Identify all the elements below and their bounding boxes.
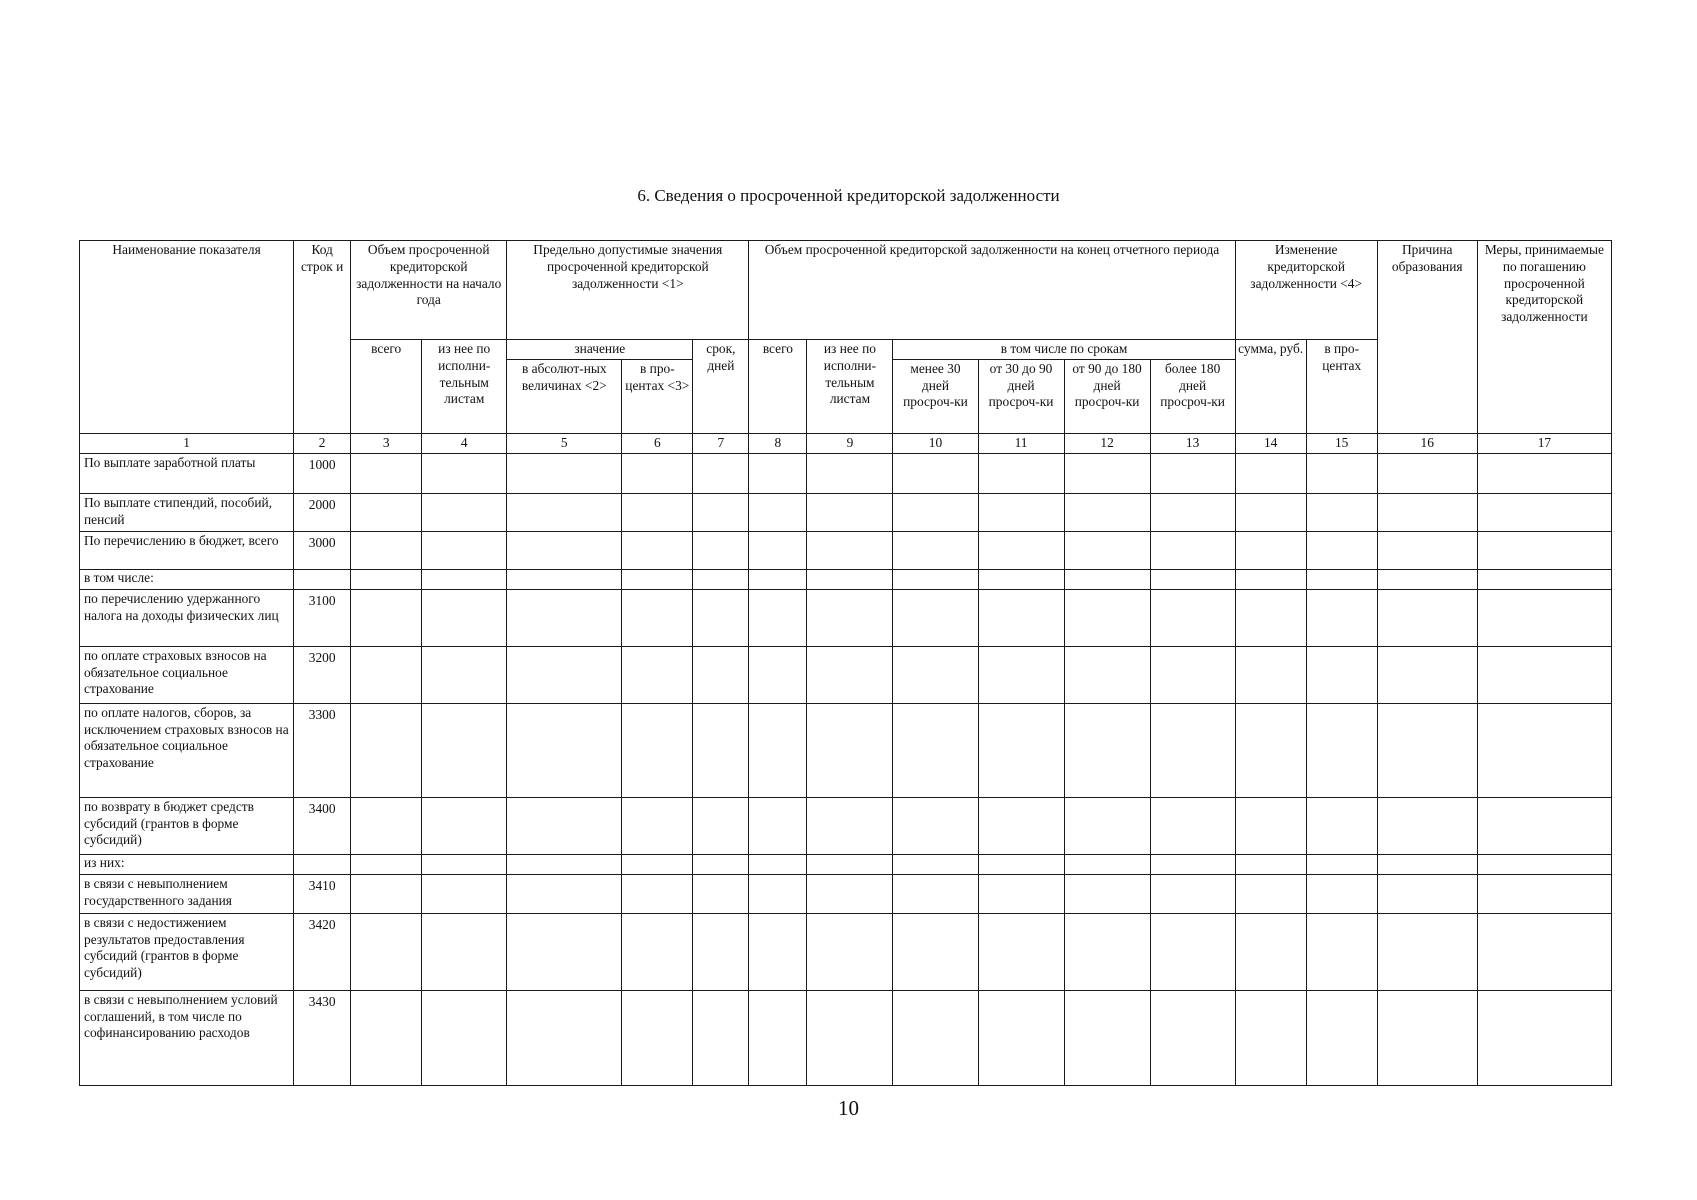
row-code: [294, 569, 351, 589]
row-code: 1000: [294, 453, 351, 493]
row-name: по перечислению удержанного налога на доходы физических лиц: [80, 589, 294, 646]
empty-cell: [422, 453, 507, 493]
empty-cell: [893, 854, 978, 874]
empty-cell: [1064, 646, 1150, 703]
empty-cell: [507, 646, 622, 703]
empty-cell: [807, 493, 893, 531]
column-number: 7: [693, 433, 749, 453]
empty-cell: [1064, 854, 1150, 874]
header-limits-pct: в про-центах <3>: [622, 359, 693, 433]
empty-cell: [1377, 703, 1477, 797]
empty-cell: [622, 569, 693, 589]
empty-cell: [507, 453, 622, 493]
empty-cell: [749, 453, 807, 493]
table-row: [80, 589, 1612, 646]
empty-cell: [507, 874, 622, 913]
empty-cell: [1477, 531, 1611, 569]
row-name: в связи с недостижением результатов предоставления субсидий (грантов в форме субсидий): [80, 913, 294, 990]
empty-cell: [807, 646, 893, 703]
empty-cell: [1306, 569, 1377, 589]
empty-cell: [1477, 589, 1611, 646]
column-number: 14: [1235, 433, 1306, 453]
row-name: По выплате стипендий, пособий, пенсий: [80, 493, 294, 531]
empty-cell: [1150, 646, 1235, 703]
empty-cell: [1150, 874, 1235, 913]
empty-cell: [693, 703, 749, 797]
empty-cell: [893, 589, 978, 646]
overdue-payables-table: [79, 240, 1612, 1086]
header-end-terms: в том числе по срокам: [893, 340, 1235, 360]
empty-cell: [1235, 531, 1306, 569]
empty-cell: [622, 797, 693, 854]
page-number: 10: [838, 1096, 859, 1120]
empty-cell: [1306, 854, 1377, 874]
empty-cell: [749, 797, 807, 854]
table-row: [80, 854, 1612, 874]
empty-cell: [1235, 589, 1306, 646]
column-number: 8: [749, 433, 807, 453]
column-number: 4: [422, 433, 507, 453]
header-term-30-90: от 30 до 90 дней просроч-ки: [978, 359, 1064, 433]
empty-cell: [622, 854, 693, 874]
empty-cell: [1150, 531, 1235, 569]
table-row: [80, 874, 1612, 913]
empty-cell: [351, 874, 422, 913]
empty-cell: [1064, 913, 1150, 990]
empty-cell: [622, 531, 693, 569]
empty-cell: [1150, 854, 1235, 874]
empty-cell: [1377, 990, 1477, 1085]
empty-cell: [807, 589, 893, 646]
column-number: 10: [893, 433, 978, 453]
empty-cell: [893, 703, 978, 797]
column-number: 11: [978, 433, 1064, 453]
empty-cell: [978, 913, 1064, 990]
row-code: 3400: [294, 797, 351, 854]
empty-cell: [1235, 703, 1306, 797]
empty-cell: [1235, 913, 1306, 990]
empty-cell: [1235, 854, 1306, 874]
empty-cell: [1150, 453, 1235, 493]
column-number: 12: [1064, 433, 1150, 453]
empty-cell: [351, 990, 422, 1085]
empty-cell: [1150, 703, 1235, 797]
column-number: 3: [351, 433, 422, 453]
empty-cell: [351, 913, 422, 990]
empty-cell: [422, 493, 507, 531]
table-row: [80, 913, 1612, 990]
empty-cell: [893, 646, 978, 703]
empty-cell: [1150, 493, 1235, 531]
empty-cell: [622, 990, 693, 1085]
column-number: 5: [507, 433, 622, 453]
row-name: в связи с невыполнением условий соглашений, в том числе по софинансированию расходов: [80, 990, 294, 1085]
empty-cell: [622, 646, 693, 703]
empty-cell: [351, 797, 422, 854]
table-row: [80, 569, 1612, 589]
empty-cell: [749, 569, 807, 589]
empty-cell: [351, 493, 422, 531]
empty-cell: [422, 569, 507, 589]
row-name: По выплате заработной платы: [80, 453, 294, 493]
table-row: [80, 646, 1612, 703]
header-end-writs: из нее по исполни-тельным листам: [807, 340, 893, 434]
header-term-gt180: более 180 дней просроч-ки: [1150, 359, 1235, 433]
empty-cell: [351, 453, 422, 493]
empty-cell: [507, 589, 622, 646]
row-name: из них:: [80, 854, 294, 874]
header-measures: Меры, принимаемые по погашению просроченной кредиторской задолженности: [1477, 241, 1611, 434]
empty-cell: [978, 531, 1064, 569]
empty-cell: [622, 913, 693, 990]
empty-cell: [1477, 646, 1611, 703]
empty-cell: [1477, 493, 1611, 531]
row-code: [294, 854, 351, 874]
empty-cell: [1306, 646, 1377, 703]
empty-cell: [1377, 589, 1477, 646]
empty-cell: [1377, 531, 1477, 569]
empty-cell: [1477, 703, 1611, 797]
empty-cell: [1377, 453, 1477, 493]
empty-cell: [1477, 913, 1611, 990]
empty-cell: [1064, 874, 1150, 913]
empty-cell: [978, 589, 1064, 646]
empty-cell: [893, 531, 978, 569]
header-change-pct: в про-центах: [1306, 340, 1377, 434]
empty-cell: [351, 646, 422, 703]
empty-cell: [1306, 874, 1377, 913]
row-code: 3420: [294, 913, 351, 990]
empty-cell: [693, 493, 749, 531]
empty-cell: [1306, 703, 1377, 797]
empty-cell: [978, 493, 1064, 531]
empty-cell: [893, 913, 978, 990]
empty-cell: [1150, 589, 1235, 646]
empty-cell: [1064, 589, 1150, 646]
empty-cell: [507, 703, 622, 797]
table-row: [80, 990, 1612, 1085]
empty-cell: [422, 589, 507, 646]
empty-cell: [1235, 646, 1306, 703]
header-change-sum: сумма, руб.: [1235, 340, 1306, 434]
empty-cell: [622, 493, 693, 531]
empty-cell: [422, 646, 507, 703]
empty-cell: [1064, 531, 1150, 569]
header-term-lt30: менее 30 дней просроч-ки: [893, 359, 978, 433]
column-number: 6: [622, 433, 693, 453]
header-row-1: [80, 241, 1612, 340]
empty-cell: [351, 703, 422, 797]
empty-cell: [693, 874, 749, 913]
empty-cell: [978, 646, 1064, 703]
empty-cell: [422, 990, 507, 1085]
row-name: По перечислению в бюджет, всего: [80, 531, 294, 569]
empty-cell: [1235, 990, 1306, 1085]
column-number-row: [80, 433, 1612, 453]
table-row: [80, 703, 1612, 797]
empty-cell: [1235, 453, 1306, 493]
empty-cell: [1235, 493, 1306, 531]
empty-cell: [351, 531, 422, 569]
row-name: по возврату в бюджет средств субсидий (грантов в форме субсидий): [80, 797, 294, 854]
empty-cell: [807, 703, 893, 797]
column-number: 13: [1150, 433, 1235, 453]
table-row: [80, 493, 1612, 531]
header-begin-total: всего: [351, 340, 422, 434]
table-row: [80, 453, 1612, 493]
empty-cell: [749, 874, 807, 913]
row-name: в том числе:: [80, 569, 294, 589]
empty-cell: [693, 990, 749, 1085]
empty-cell: [622, 589, 693, 646]
empty-cell: [1377, 854, 1477, 874]
empty-cell: [1235, 797, 1306, 854]
empty-cell: [1377, 569, 1477, 589]
empty-cell: [507, 569, 622, 589]
empty-cell: [1306, 493, 1377, 531]
empty-cell: [893, 797, 978, 854]
empty-cell: [622, 703, 693, 797]
empty-cell: [749, 589, 807, 646]
empty-cell: [749, 913, 807, 990]
header-term-90-180: от 90 до 180 дней просроч-ки: [1064, 359, 1150, 433]
empty-cell: [693, 589, 749, 646]
header-limits: Предельно допустимые значения просроченной кредиторской задолженности <1>: [507, 241, 749, 340]
empty-cell: [693, 531, 749, 569]
row-code: 3100: [294, 589, 351, 646]
empty-cell: [1306, 913, 1377, 990]
empty-cell: [978, 797, 1064, 854]
empty-cell: [807, 990, 893, 1085]
empty-cell: [807, 797, 893, 854]
empty-cell: [693, 854, 749, 874]
empty-cell: [1477, 990, 1611, 1085]
row-code: 3410: [294, 874, 351, 913]
empty-cell: [1377, 646, 1477, 703]
empty-cell: [893, 453, 978, 493]
empty-cell: [1150, 569, 1235, 589]
empty-cell: [1064, 703, 1150, 797]
empty-cell: [1235, 874, 1306, 913]
empty-cell: [693, 569, 749, 589]
empty-cell: [1064, 990, 1150, 1085]
empty-cell: [422, 913, 507, 990]
empty-cell: [422, 854, 507, 874]
header-limits-term: срок, дней: [693, 340, 749, 434]
header-limits-abs: в абсолют-ных величинах <2>: [507, 359, 622, 433]
empty-cell: [1477, 797, 1611, 854]
empty-cell: [1306, 589, 1377, 646]
header-end-total: всего: [749, 340, 807, 434]
empty-cell: [1064, 453, 1150, 493]
empty-cell: [749, 646, 807, 703]
empty-cell: [1377, 874, 1477, 913]
empty-cell: [807, 913, 893, 990]
empty-cell: [622, 874, 693, 913]
row-name: по оплате налогов, сборов, за исключением страховых взносов на обязательное социальное страхование: [80, 703, 294, 797]
row-code: 3430: [294, 990, 351, 1085]
empty-cell: [749, 990, 807, 1085]
empty-cell: [507, 493, 622, 531]
empty-cell: [507, 990, 622, 1085]
empty-cell: [507, 531, 622, 569]
empty-cell: [1377, 797, 1477, 854]
empty-cell: [422, 703, 507, 797]
empty-cell: [422, 797, 507, 854]
empty-cell: [978, 703, 1064, 797]
header-end-volume: Объем просроченной кредиторской задолженности на конец отчетного периода: [749, 241, 1235, 340]
header-code: Код строк и: [294, 241, 351, 434]
empty-cell: [1235, 569, 1306, 589]
row-code: 3300: [294, 703, 351, 797]
empty-cell: [1064, 569, 1150, 589]
empty-cell: [749, 854, 807, 874]
empty-cell: [749, 531, 807, 569]
empty-cell: [693, 453, 749, 493]
empty-cell: [893, 990, 978, 1085]
empty-cell: [1150, 990, 1235, 1085]
empty-cell: [1477, 569, 1611, 589]
empty-cell: [1306, 797, 1377, 854]
header-name: Наименование показателя: [80, 241, 294, 434]
empty-cell: [1306, 990, 1377, 1085]
row-name: в связи с невыполнением государственного задания: [80, 874, 294, 913]
empty-cell: [422, 874, 507, 913]
empty-cell: [749, 703, 807, 797]
empty-cell: [1064, 493, 1150, 531]
empty-cell: [693, 797, 749, 854]
header-begin-volume: Объем просроченной кредиторской задолженности на начало года: [351, 241, 507, 340]
empty-cell: [978, 453, 1064, 493]
empty-cell: [978, 874, 1064, 913]
empty-cell: [893, 569, 978, 589]
empty-cell: [978, 569, 1064, 589]
empty-cell: [351, 854, 422, 874]
empty-cell: [749, 493, 807, 531]
empty-cell: [807, 453, 893, 493]
empty-cell: [978, 990, 1064, 1085]
header-change: Изменение кредиторской задолженности <4>: [1235, 241, 1377, 340]
table-row: [80, 531, 1612, 569]
empty-cell: [1150, 797, 1235, 854]
empty-cell: [693, 913, 749, 990]
row-code: 3200: [294, 646, 351, 703]
empty-cell: [1477, 854, 1611, 874]
empty-cell: [1306, 531, 1377, 569]
empty-cell: [807, 531, 893, 569]
column-number: 1: [80, 433, 294, 453]
section-title: 6. Сведения о просроченной кредиторской задолженности: [637, 186, 1060, 205]
header-limits-value: значение: [507, 340, 693, 360]
row-code: 3000: [294, 531, 351, 569]
empty-cell: [1306, 453, 1377, 493]
row-code: 2000: [294, 493, 351, 531]
empty-cell: [507, 854, 622, 874]
column-number: 17: [1477, 433, 1611, 453]
empty-cell: [978, 854, 1064, 874]
empty-cell: [1477, 874, 1611, 913]
column-number: 9: [807, 433, 893, 453]
empty-cell: [893, 874, 978, 913]
empty-cell: [622, 453, 693, 493]
row-name: по оплате страховых взносов на обязательное социальное страхование: [80, 646, 294, 703]
empty-cell: [1377, 493, 1477, 531]
empty-cell: [422, 531, 507, 569]
column-number: 2: [294, 433, 351, 453]
empty-cell: [807, 854, 893, 874]
column-number: 15: [1306, 433, 1377, 453]
empty-cell: [807, 874, 893, 913]
empty-cell: [893, 493, 978, 531]
empty-cell: [351, 589, 422, 646]
empty-cell: [807, 569, 893, 589]
empty-cell: [1150, 913, 1235, 990]
empty-cell: [1064, 797, 1150, 854]
overdue-payables-table-frame: [79, 240, 1612, 1079]
header-reason: Причина образования: [1377, 241, 1477, 434]
empty-cell: [351, 569, 422, 589]
empty-cell: [507, 913, 622, 990]
empty-cell: [1477, 453, 1611, 493]
empty-cell: [1377, 913, 1477, 990]
empty-cell: [507, 797, 622, 854]
column-number: 16: [1377, 433, 1477, 453]
header-begin-writs: из нее по исполни-тельным листам: [422, 340, 507, 434]
table-row: [80, 797, 1612, 854]
empty-cell: [693, 646, 749, 703]
